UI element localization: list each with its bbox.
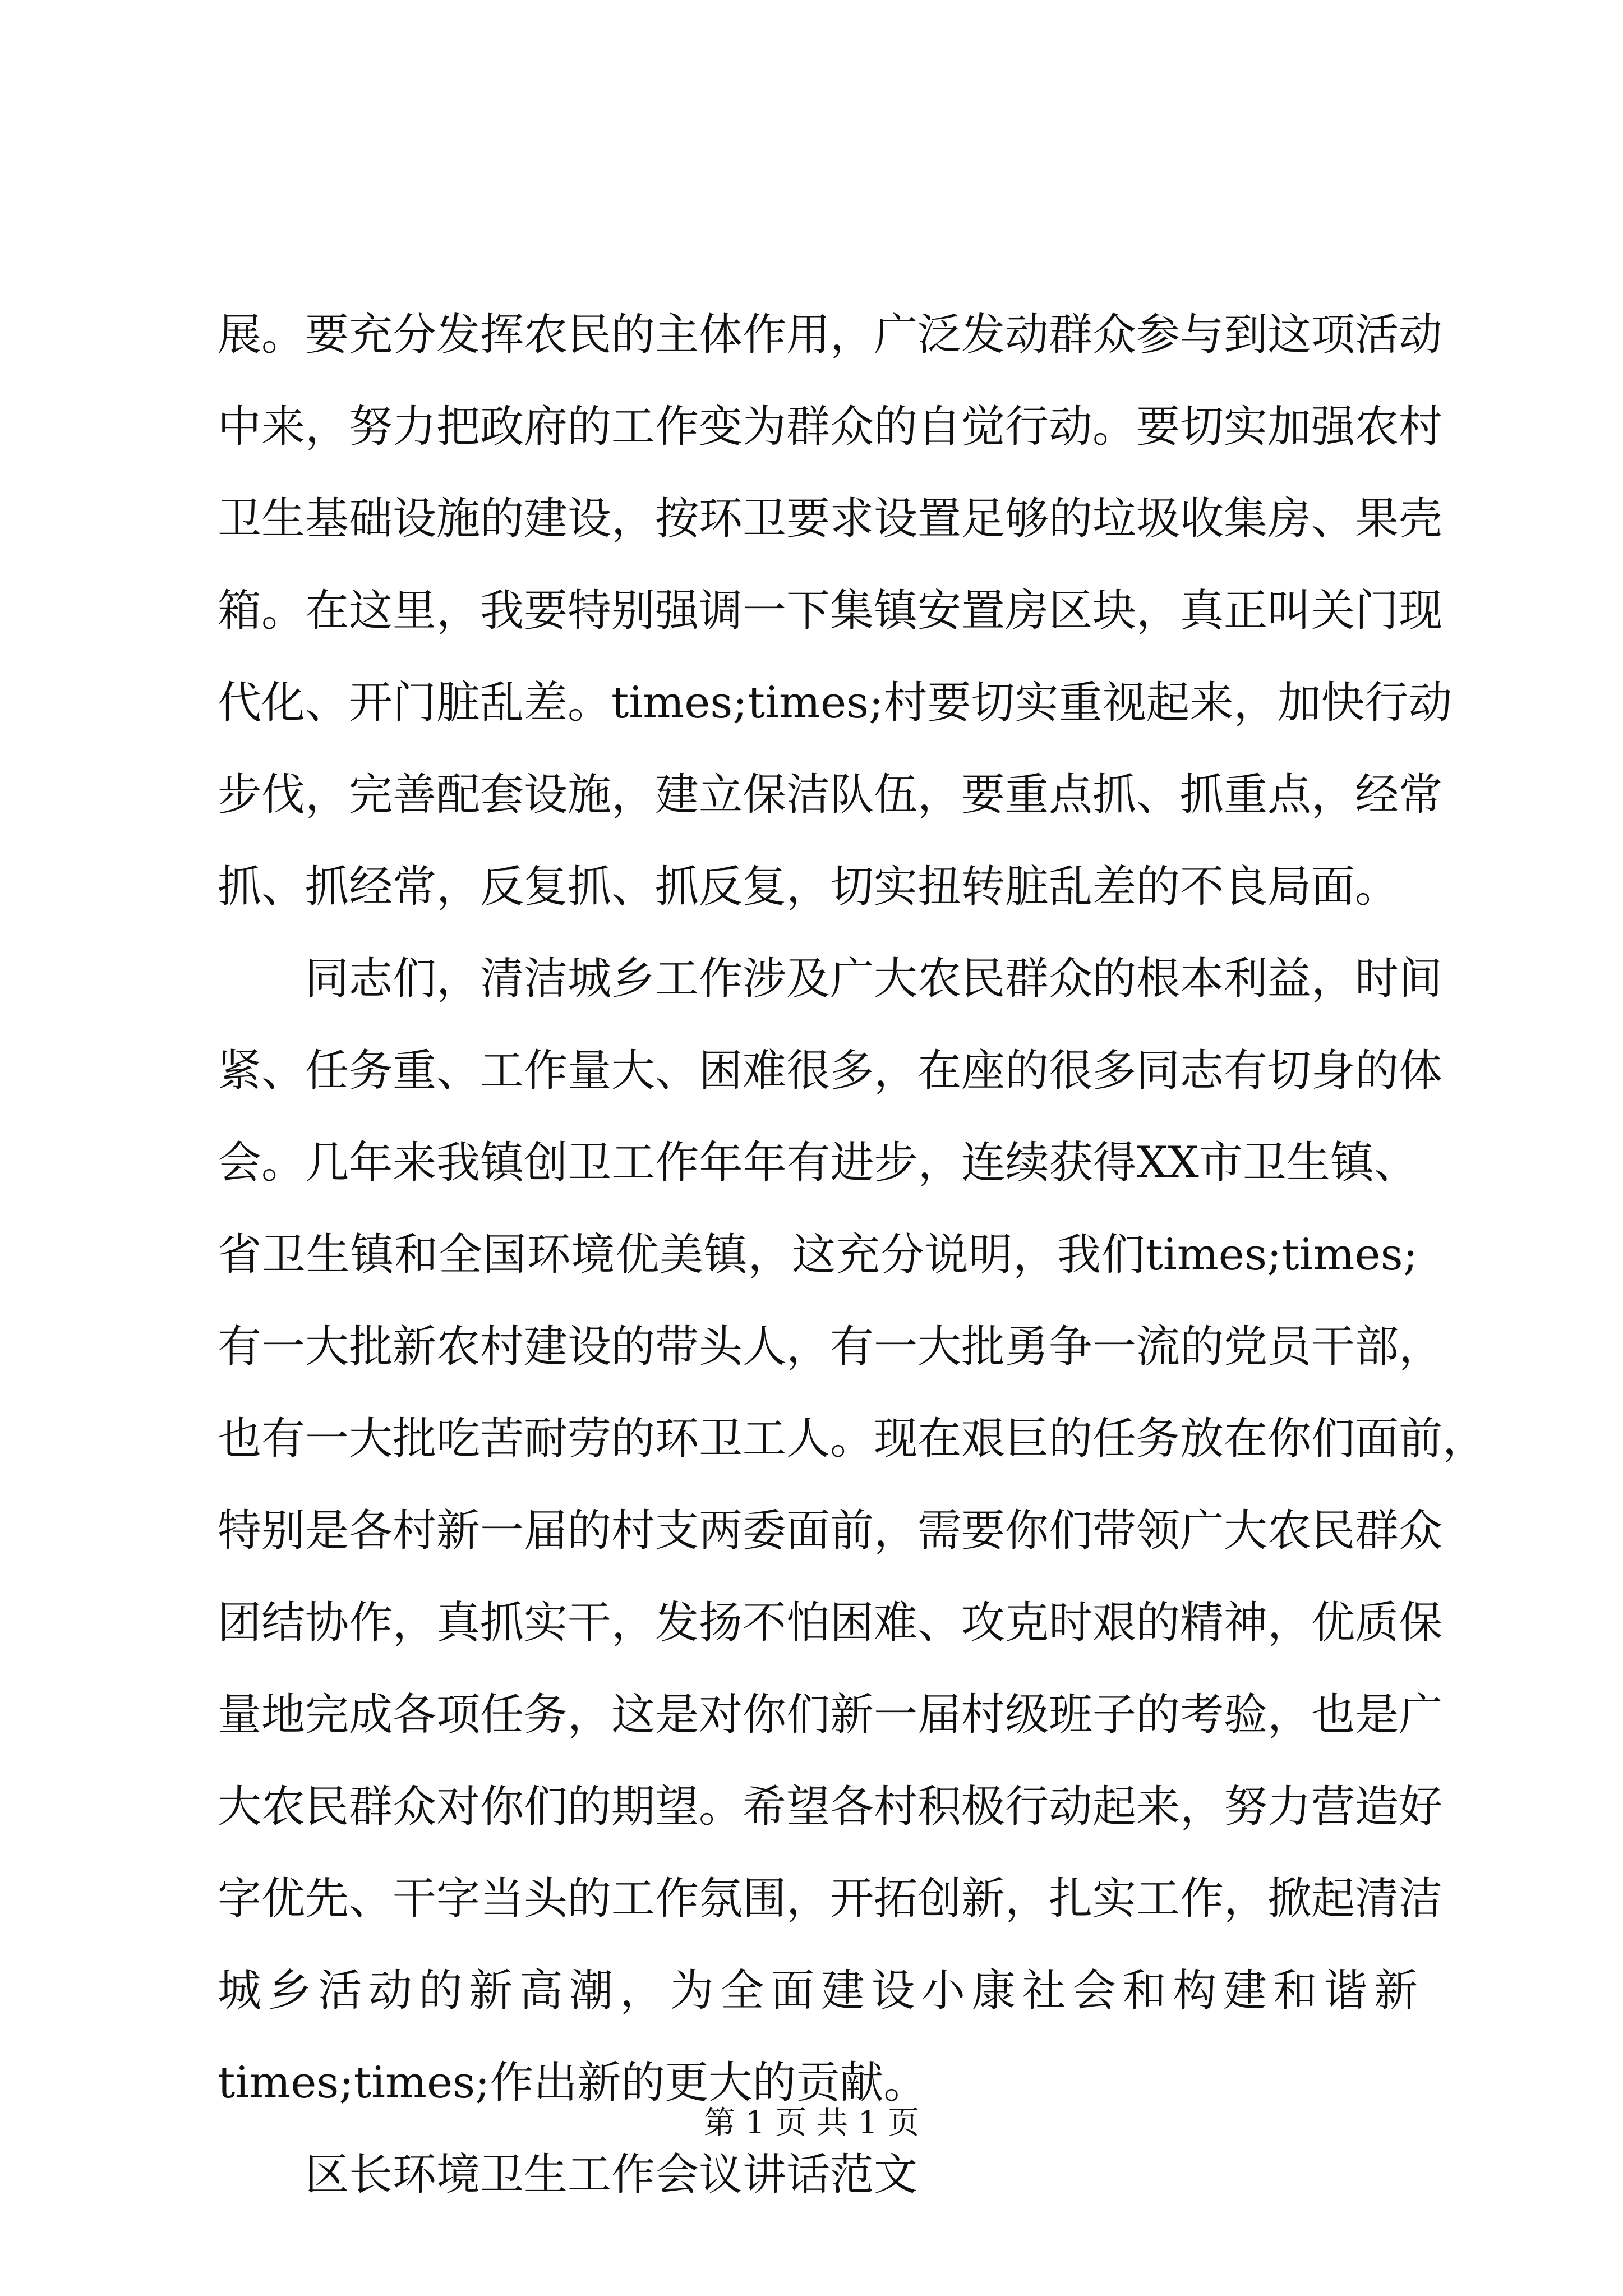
- closing-title: 区长环境卫生工作会议讲话范文: [305, 2150, 918, 2200]
- text-line: 省卫生镇和全国环境优美镇，这充分说明，我们times;times;: [218, 1230, 1418, 1280]
- text-line: 中来，努力把政府的工作变为群众的自觉行动。要切实加强农村: [218, 402, 1443, 452]
- text-line: 特别是各村新一届的村支两委面前，需要你们带领广大农民群众: [218, 1506, 1443, 1556]
- text-line: 也有一大批吃苦耐劳的环卫工人。现在艰巨的任务放在你们面前，: [218, 1414, 1487, 1464]
- text-line: 箱。在这里，我要特别强调一下集镇安置房区块，真正叫关门现: [218, 586, 1443, 636]
- text-line: 代化、开门脏乱差。times;times;村要切实重视起来，加快行动: [218, 678, 1453, 728]
- text-line: 城乡活动的新高潮，为全面建设小康社会和构建和谐新: [218, 1966, 1418, 2016]
- text-line: 同志们，清洁城乡工作涉及广大农民群众的根本利益，时间: [305, 954, 1443, 1004]
- paragraph-2: [218, 933, 1487, 2129]
- text-line: 展。要充分发挥农民的主体作用，广泛发动群众参与到这项活动: [218, 310, 1443, 360]
- document-body: [218, 289, 1487, 2221]
- text-line: 有一大批新农村建设的带头人，有一大批勇争一流的党员干部，: [218, 1322, 1443, 1372]
- text-line: 会。几年来我镇创卫工作年年有进步，连续获得XX市卫生镇、: [218, 1138, 1418, 1188]
- paragraph-1: [218, 289, 1453, 933]
- text-line: 量地完成各项任务，这是对你们新一届村级班子的考验，也是广: [218, 1690, 1443, 1740]
- text-line: 卫生基础设施的建设，按环卫要求设置足够的垃圾收集房、果壳: [218, 494, 1443, 544]
- text-line: 紧、任务重、工作量大、困难很多，在座的很多同志有切身的体: [218, 1046, 1443, 1096]
- text-line: 步伐，完善配套设施，建立保洁队伍，要重点抓、抓重点，经常: [218, 770, 1443, 820]
- text-line: 团结协作，真抓实干，发扬不怕困难、攻克时艰的精神，优质保: [218, 1598, 1443, 1648]
- text-line: 字优先、干字当头的工作氛围，开拓创新，扎实工作，掀起清洁: [218, 1874, 1443, 1924]
- text-line: 抓、抓经常，反复抓、抓反复，切实扭转脏乱差的不良局面。: [218, 862, 1399, 912]
- text-line: 大农民群众对你们的期望。希望各村积极行动起来，努力营造好: [218, 1782, 1443, 1832]
- text-line: times;times;作出新的更大的贡献。: [218, 2058, 928, 2108]
- page-footer: 第 1 页 共 1 页: [703, 2105, 920, 2141]
